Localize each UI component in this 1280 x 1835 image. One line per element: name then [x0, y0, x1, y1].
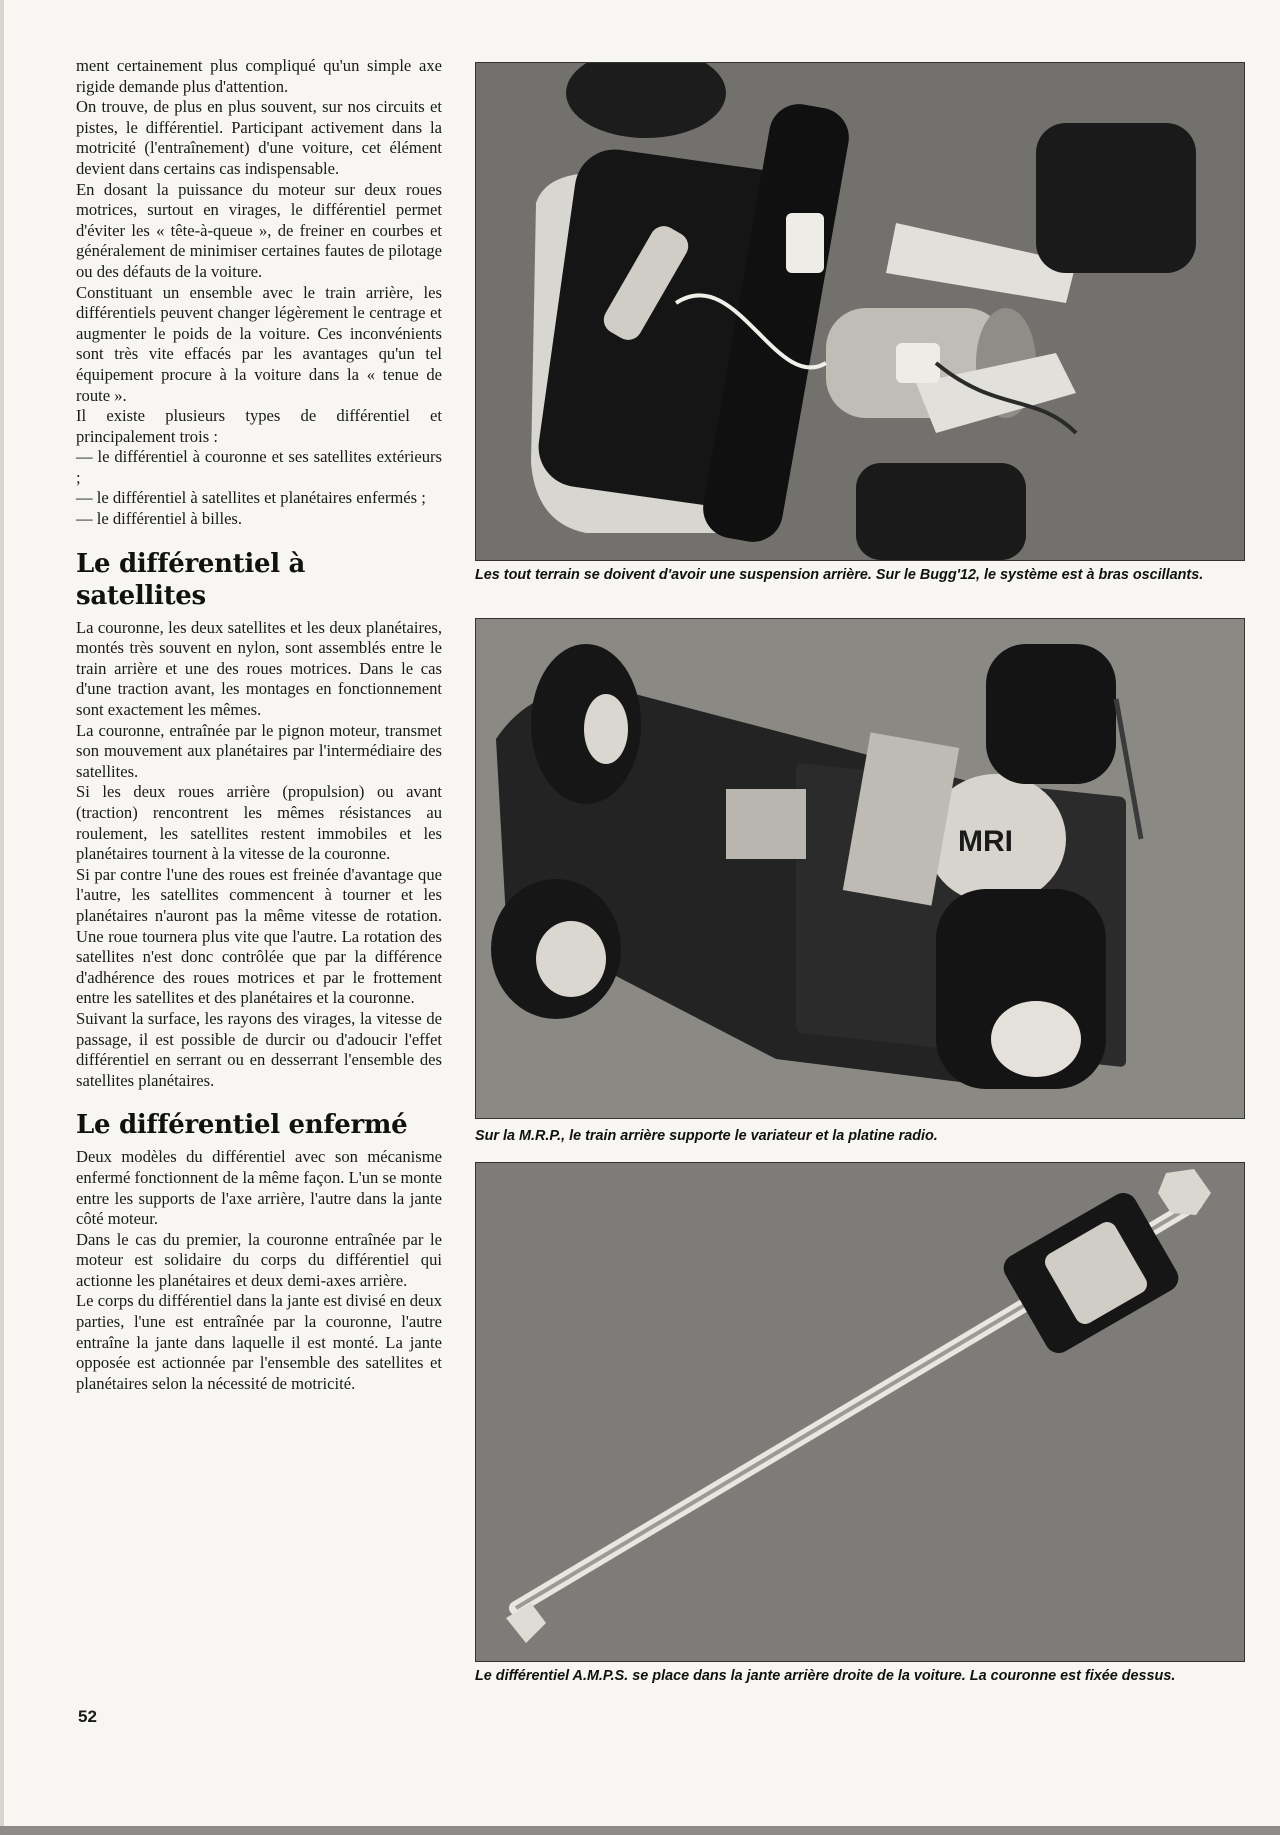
list-item: — le différentiel à satellites et planétaires enfermés ;	[76, 488, 426, 508]
intro-paragraph: ment certainement plus compliqué qu'un simple axe rigide demande plus d'attention.	[76, 56, 442, 96]
section-heading-enferme: Le différentiel enfermé	[76, 1110, 408, 1141]
photo-caption: Sur la M.R.P., le train arrière supporte le variateur et la platine radio.	[475, 1128, 938, 1144]
intro-paragraph: En dosant la puissance du moteur sur deux roues motrices, surtout en virages, le différentiel permet d'éviter les « tête-à-queue », de freiner en courbes et généralement de minimiser certaines fautes de pilotage ou des défauts de la voiture.	[76, 179, 442, 281]
section-paragraph: Suivant la surface, les rayons des virages, la vitesse de passage, il est possible de durcir ou d'adoucir l'effet différentiel en serrant ou en desserrant l'ensemble des satellites planétaires.	[76, 1008, 442, 1090]
section-heading-satellites: Le différentiel à satellites	[76, 548, 306, 611]
photo-caption: Les tout terrain se doivent d'avoir une suspension arrière. Sur le Bugg'12, le système est à bras oscillants.	[475, 567, 1204, 583]
section-paragraph: Deux modèles du différentiel avec son mécanisme enfermé fonctionnent de la même façon. L'un se monte entre les supports de l'axe arrière, l'autre dans la jante côté moteur.	[76, 1147, 442, 1229]
section-paragraph: Dans le cas du premier, la couronne entraînée par le moteur est solidaire du corps du différentiel qui actionne les planétaires et deux demi-axes arrière.	[76, 1229, 442, 1290]
mrp-motor-label: MRI	[958, 825, 1013, 858]
section-paragraph: Si les deux roues arrière (propulsion) ou avant (traction) rencontrent les mêmes résistances au roulement, les satellites restent immobiles et les planétaires tournent à la vitesse de la couronne.	[76, 782, 442, 864]
photo-amps-differential	[475, 1162, 1245, 1662]
section-paragraph: La couronne, les deux satellites et les deux planétaires, montés très souvent en nylon, sont assemblés entre le train arrière et une des roues motrices. Dans le cas d'une traction avant, les montages en fonctionnement sont exactement les mêmes.	[76, 617, 442, 720]
photo-mrp-car	[475, 618, 1245, 1119]
list-item: — le différentiel à couronne et ses satellites extérieurs ;	[76, 447, 442, 487]
section-paragraph: Si par contre l'une des roues est freinée d'avantage que l'autre, les satellites commencent à tourner et les planétaires n'auront pas la même vitesse de rotation. Une roue tournera plus vite que l'autre. La rotation des satellites n'est donc contrôlée que par la différence d'adhérence des roues motrices et par le frottement entre les satellites et des planétaires et la couronne.	[76, 864, 442, 1008]
list-item: — le différentiel à billes.	[76, 509, 243, 529]
article-column	[76, 56, 442, 1394]
intro-paragraph: Constituant un ensemble avec le train arrière, les différentiels peuvent changer légèrement le centrage et augmenter le poids de la voiture. Ces inconvénients sont très vite effacés par les avantages qu'un tel équipement procure à la voiture dans la « tenue de route ».	[76, 282, 442, 405]
photo-caption: Le différentiel A.M.P.S. se place dans la jante arrière droite de la voiture. La couronne est fixée dessus.	[475, 1668, 1176, 1684]
section-paragraph: La couronne, entraînée par le pignon moteur, transmet son mouvement aux planétaires par l'intermédiaire des satellites.	[76, 720, 442, 781]
page-bottom-edge	[0, 1826, 1280, 1835]
section-paragraph: Le corps du différentiel dans la jante est divisé en deux parties, l'une est entraînée par la couronne, l'autre entraîne la jante dans laquelle il est monté. La jante opposée est actionnée par l'ensemble des satellites et planétaires selon la nécessité de motricité.	[76, 1291, 442, 1393]
page-number: 52	[78, 1707, 97, 1726]
intro-paragraph: Il existe plusieurs types de différentiel et principalement trois :	[76, 406, 442, 446]
photo-bugg12-chassis	[475, 62, 1245, 561]
intro-paragraph: On trouve, de plus en plus souvent, sur nos circuits et pistes, le différentiel. Participant activement dans la motricité (l'entraînement) d'une voiture, cet élément devient dans certains cas indispensable.	[76, 97, 442, 178]
page-edge-shadow	[0, 0, 4, 1835]
